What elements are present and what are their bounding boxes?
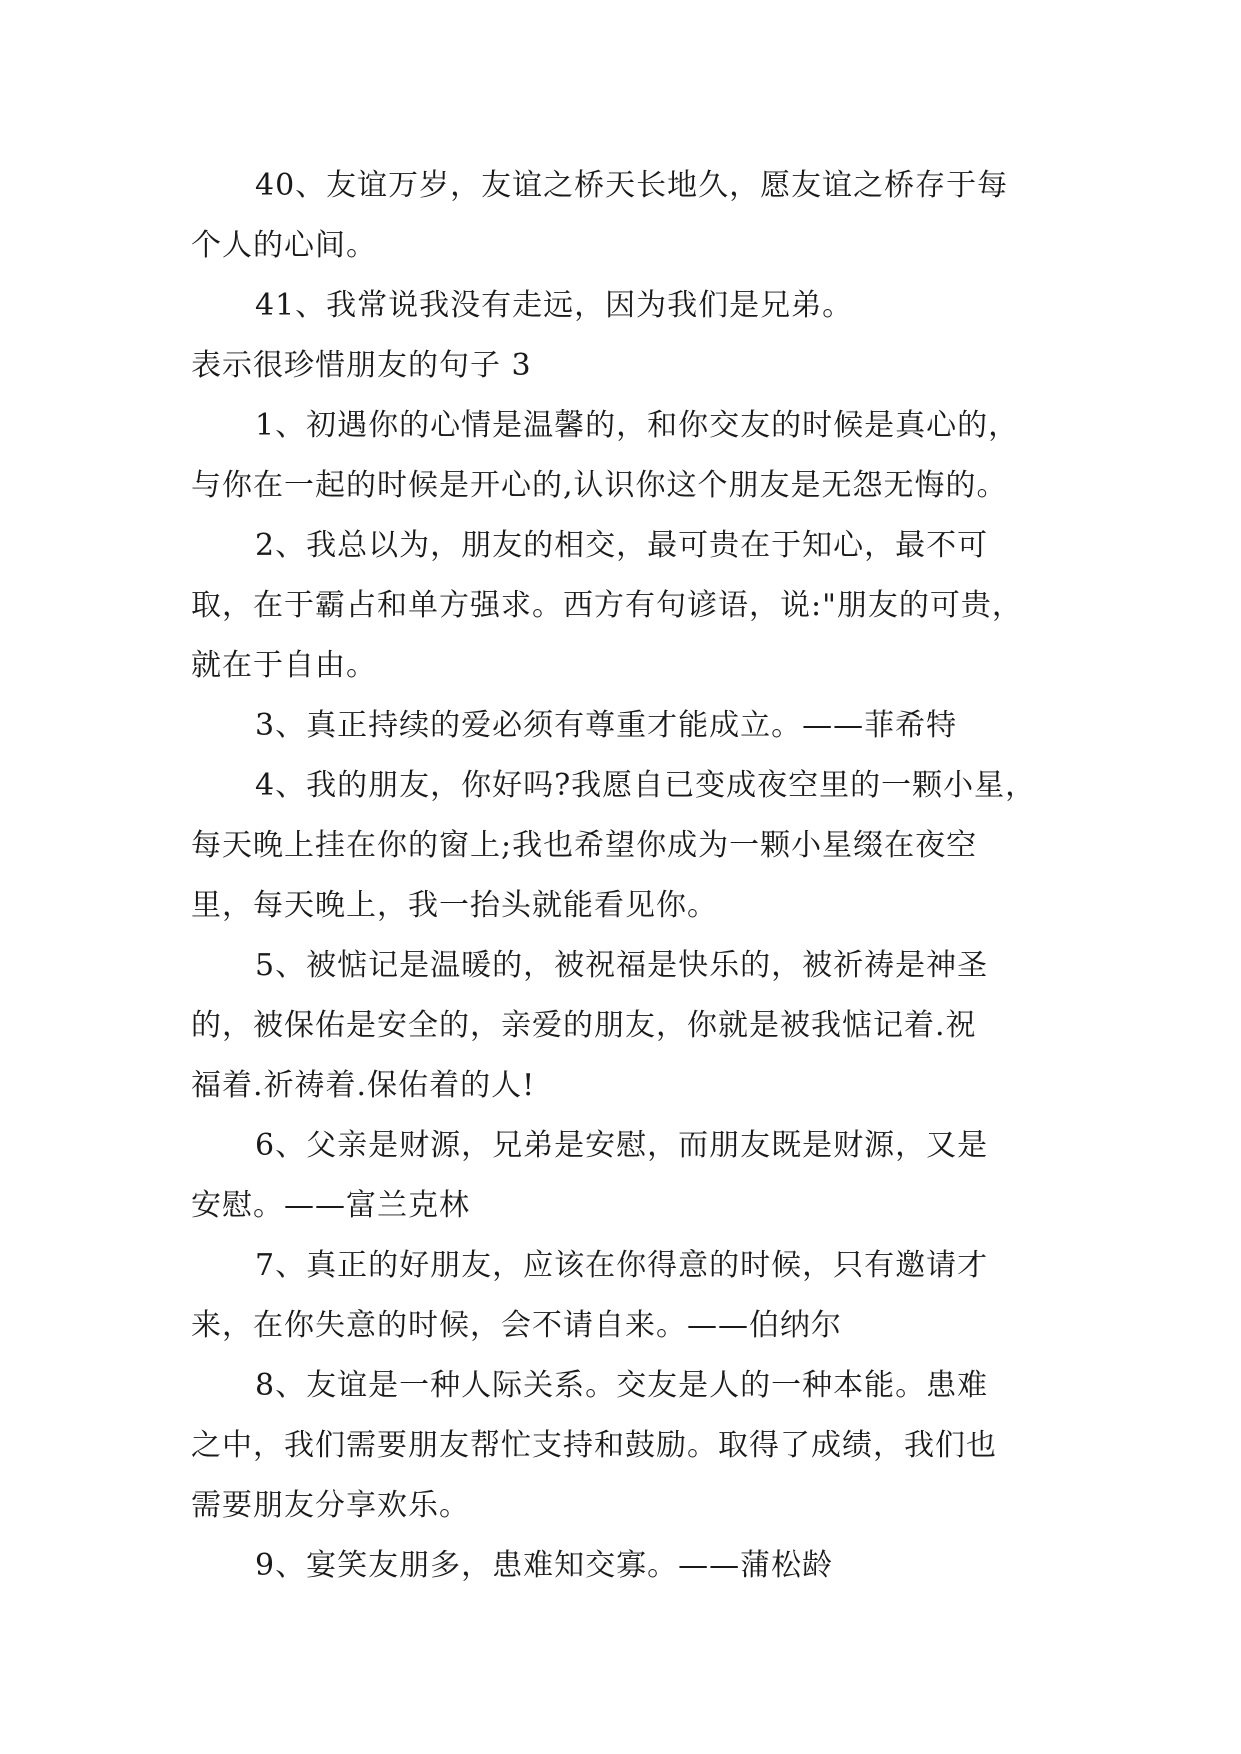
item-2-line-2: 取，在于霸占和单方强求。西方有句谚语，说:"朋友的可贵，	[191, 588, 1023, 623]
item-5-line-1: 5、被惦记是温暖的，被祝福是快乐的，被祈祷是神圣	[255, 948, 989, 983]
item-4-line-1: 4、我的朋友，你好吗?我愿自已变成夜空里的一颗小星，	[255, 768, 1037, 803]
item-6-line-1: 6、父亲是财源，兄弟是安慰，而朋友既是财源，又是	[255, 1128, 989, 1163]
item-1-line-2: 与你在一起的时候是开心的,认识你这个朋友是无怨无悔的。	[191, 468, 1008, 503]
item-7-line-2: 来，在你失意的时候，会不请自来。——伯纳尔	[191, 1308, 842, 1343]
paragraph-41: 41、我常说我没有走远，因为我们是兄弟。	[255, 288, 854, 323]
item-3: 3、真正持续的爱必须有尊重才能成立。——菲希特	[255, 708, 958, 743]
item-6-line-2: 安慰。——富兰克林	[191, 1188, 470, 1223]
item-4-line-3: 里，每天晚上，我一抬头就能看见你。	[191, 888, 718, 923]
document-body	[191, 156, 1061, 1596]
item-8-line-2: 之中，我们需要朋友帮忙支持和鼓励。取得了成绩，我们也	[191, 1428, 997, 1463]
item-1-line-1: 1、初遇你的心情是温馨的，和你交友的时候是真心的，	[255, 408, 1020, 443]
item-7-line-1: 7、真正的好朋友，应该在你得意的时候，只有邀请才	[255, 1248, 989, 1283]
item-4-line-2: 每天晚上挂在你的窗上;我也希望你成为一颗小星缀在夜空	[191, 828, 978, 863]
item-2-line-3: 就在于自由。	[191, 648, 377, 683]
item-2-line-1: 2、我总以为，朋友的相交，最可贵在于知心，最不可	[255, 528, 989, 563]
item-5-line-3: 福着.祈祷着.保佑着的人!	[191, 1068, 536, 1103]
section-heading: 表示很珍惜朋友的句子 3	[191, 348, 532, 383]
item-9: 9、宴笑友朋多，患难知交寡。——蒲松龄	[255, 1548, 834, 1583]
item-5-line-2: 的，被保佑是安全的，亲爱的朋友，你就是被我惦记着.祝	[191, 1008, 977, 1043]
paragraph-40-line-1: 40、友谊万岁，友谊之桥天长地久，愿友谊之桥存于每	[255, 168, 1009, 203]
item-8-line-3: 需要朋友分享欢乐。	[191, 1488, 470, 1523]
paragraph-40-line-2: 个人的心间。	[191, 228, 377, 263]
item-8-line-1: 8、友谊是一种人际关系。交友是人的一种本能。患难	[255, 1368, 989, 1403]
